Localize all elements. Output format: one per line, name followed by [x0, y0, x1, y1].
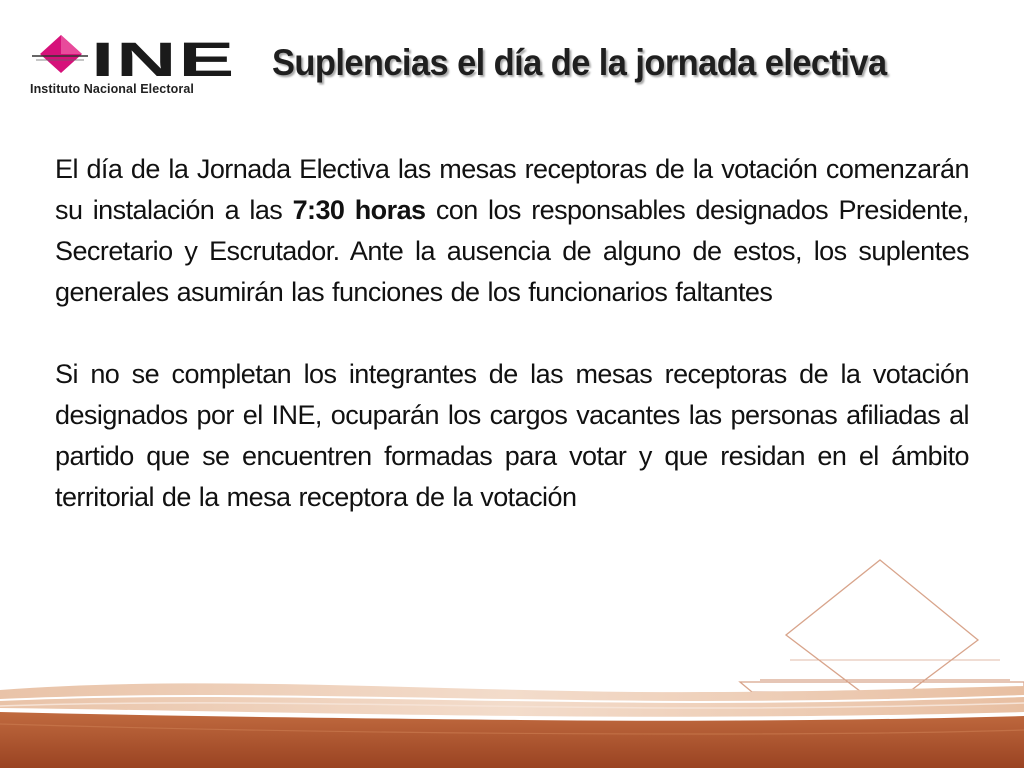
- page-title: Suplencias el día de la jornada electiva: [272, 42, 887, 83]
- paragraph-1-start: El día de la Jornada Electiva las mesas receptoras de la votación comenzarán su instalación a las: [55, 154, 969, 225]
- decorative-footer: [0, 540, 1024, 768]
- paragraph-2: Si no se completan los integrantes de las mesas receptoras de la votación designados por el INE, ocuparán los cargos vacantes las personas afiliadas al partido que se encuentren formadas para votar y que residan en el ámbito territorial de la mesa receptora de la votación: [55, 359, 969, 512]
- highlight-time: 7:30 horas: [292, 195, 426, 225]
- logo-caption: Instituto Nacional Electoral: [30, 82, 194, 96]
- slide-body: [55, 149, 969, 518]
- logo-wordmark: INE: [91, 34, 236, 84]
- paragraph-1: [55, 149, 969, 313]
- paragraph-1-end: con los responsables designados Presidente, Secretario y Escrutador. Ante la ausencia de alguno de estos, los suplentes generales asumirán las funciones de los funcionarios faltantes: [55, 195, 969, 307]
- ine-logo: [28, 32, 240, 102]
- ine-diamond-icon: [28, 32, 240, 84]
